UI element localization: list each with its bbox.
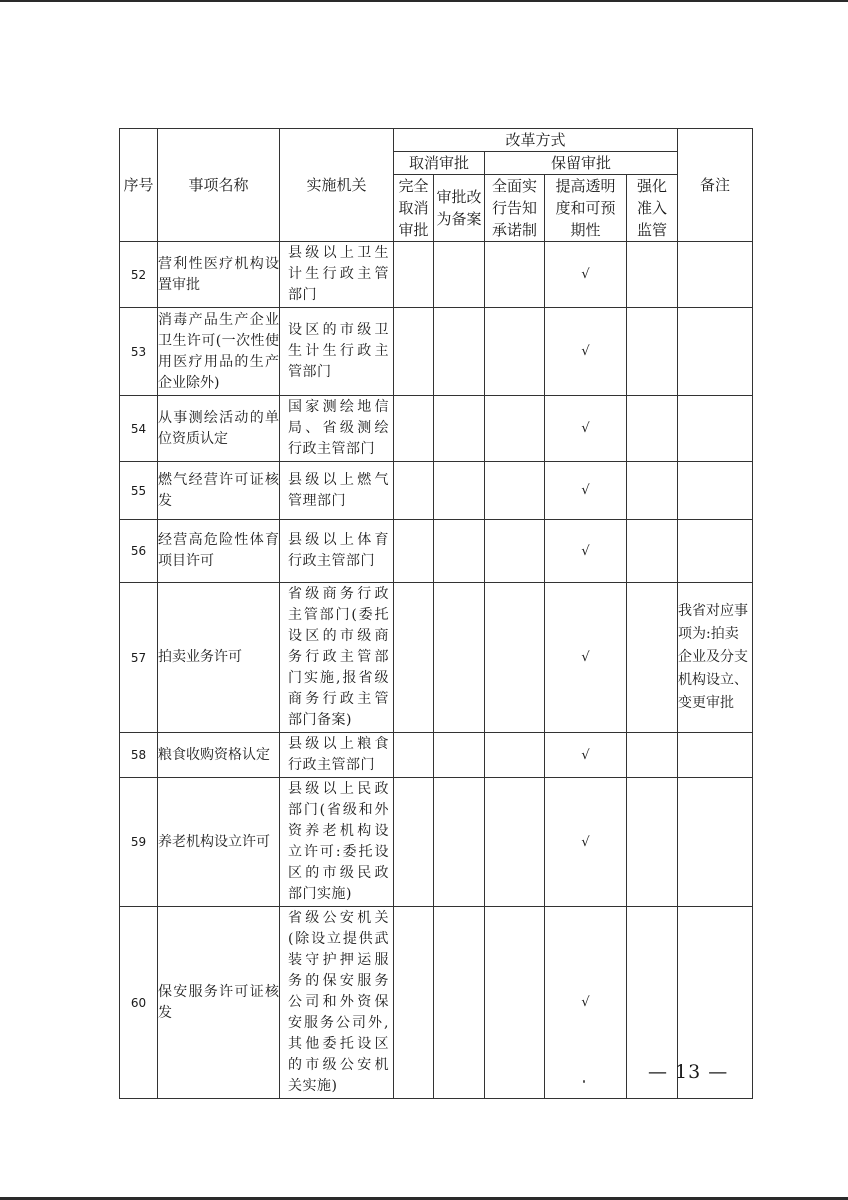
cell-commitment xyxy=(485,907,545,1099)
check-mark: √ xyxy=(545,520,627,583)
row-name: 燃气经营许可证核发 xyxy=(158,462,280,520)
cell-full-cancel xyxy=(394,396,434,462)
check-mark: √ xyxy=(545,733,627,778)
header-cancel-group: 取消审批 xyxy=(394,152,485,175)
header-note: 备注 xyxy=(678,129,753,242)
row-org: 设区的市级卫生计生行政主管部门 xyxy=(280,308,394,396)
table-row xyxy=(120,520,753,583)
cell-full-cancel xyxy=(394,733,434,778)
cell-commitment xyxy=(485,462,545,520)
row-seq: 59 xyxy=(120,778,158,907)
cell-full-cancel xyxy=(394,907,434,1099)
row-seq: 60 xyxy=(120,907,158,1099)
header-to-record: 审批改为备案 xyxy=(434,175,485,242)
cell-supervision xyxy=(627,396,678,462)
header-commitment: 全面实行告知承诺制 xyxy=(485,175,545,242)
table-row xyxy=(120,778,753,907)
page-top-edge xyxy=(0,0,848,2)
header-seq: 序号 xyxy=(120,129,158,242)
row-name: 拍卖业务许可 xyxy=(158,583,280,733)
cell-supervision xyxy=(627,778,678,907)
check-mark: √ xyxy=(545,583,627,733)
row-org: 县级以上粮食行政主管部门 xyxy=(280,733,394,778)
cell-commitment xyxy=(485,308,545,396)
row-seq: 53 xyxy=(120,308,158,396)
cell-to-record xyxy=(434,583,485,733)
row-org: 省级公安机关(除设立提供武装守护押运服务的保安服务公司和外资保安服务公司外,其他委托设区的市级公安机关实施) xyxy=(280,907,394,1099)
header-transparency: 提高透明度和可预期性 xyxy=(545,175,627,242)
check-mark: √ xyxy=(545,462,627,520)
header-supervision: 强化准入监管 xyxy=(627,175,678,242)
cell-full-cancel xyxy=(394,778,434,907)
cell-full-cancel xyxy=(394,308,434,396)
cell-commitment xyxy=(485,520,545,583)
header-org: 实施机关 xyxy=(280,129,394,242)
table-row xyxy=(120,242,753,308)
header-full-cancel: 完全取消审批 xyxy=(394,175,434,242)
cell-to-record xyxy=(434,308,485,396)
reform-items-table xyxy=(119,128,753,1099)
cell-supervision xyxy=(627,520,678,583)
table-row xyxy=(120,308,753,396)
cell-commitment xyxy=(485,242,545,308)
row-note xyxy=(678,396,753,462)
page-number: — 13 — xyxy=(648,1061,729,1083)
cell-to-record xyxy=(434,462,485,520)
cell-full-cancel xyxy=(394,462,434,520)
row-org: 国家测绘地信局、省级测绘行政主管部门 xyxy=(280,396,394,462)
cell-commitment xyxy=(485,583,545,733)
check-mark: √ xyxy=(545,396,627,462)
row-seq: 54 xyxy=(120,396,158,462)
row-seq: 56 xyxy=(120,520,158,583)
row-name: 养老机构设立许可 xyxy=(158,778,280,907)
cell-to-record xyxy=(434,907,485,1099)
cell-supervision xyxy=(627,242,678,308)
cell-supervision xyxy=(627,462,678,520)
cell-commitment xyxy=(485,778,545,907)
row-name: 营利性医疗机构设置审批 xyxy=(158,242,280,308)
row-seq: 55 xyxy=(120,462,158,520)
row-name: 从事测绘活动的单位资质认定 xyxy=(158,396,280,462)
cell-to-record xyxy=(434,242,485,308)
header-keep-group: 保留审批 xyxy=(485,152,678,175)
row-note xyxy=(678,308,753,396)
row-name: 经营高危险性体育项目许可 xyxy=(158,520,280,583)
check-mark: √ xyxy=(545,242,627,308)
row-org: 县级以上体育行政主管部门 xyxy=(280,520,394,583)
check-mark: √ xyxy=(545,778,627,907)
header-name: 事项名称 xyxy=(158,129,280,242)
row-org: 省级商务行政主管部门(委托设区的市级商务行政主管部门实施,报省级商务行政主管部门备案) xyxy=(280,583,394,733)
cell-supervision xyxy=(627,583,678,733)
table-row xyxy=(120,733,753,778)
cell-to-record xyxy=(434,520,485,583)
row-name: 保安服务许可证核发 xyxy=(158,907,280,1099)
check-mark: √ xyxy=(545,308,627,396)
cell-full-cancel xyxy=(394,583,434,733)
row-org: 县级以上燃气管理部门 xyxy=(280,462,394,520)
row-seq: 58 xyxy=(120,733,158,778)
cell-commitment xyxy=(485,396,545,462)
row-org: 县级以上民政部门(省级和外资养老机构设立许可:委托设区的市级民政部门实施) xyxy=(280,778,394,907)
cell-supervision xyxy=(627,733,678,778)
row-note xyxy=(678,242,753,308)
cell-full-cancel xyxy=(394,520,434,583)
cell-to-record xyxy=(434,733,485,778)
cell-commitment xyxy=(485,733,545,778)
cell-to-record xyxy=(434,396,485,462)
row-name: 粮食收购资格认定 xyxy=(158,733,280,778)
row-seq: 52 xyxy=(120,242,158,308)
row-note xyxy=(678,733,753,778)
table-row xyxy=(120,462,753,520)
check-mark: √ xyxy=(545,907,627,1099)
row-org: 县级以上卫生计生行政主管部门 xyxy=(280,242,394,308)
row-seq: 57 xyxy=(120,583,158,733)
row-note: 我省对应事项为:拍卖企业及分支机构设立、变更审批 xyxy=(678,583,753,733)
row-note xyxy=(678,462,753,520)
cell-to-record xyxy=(434,778,485,907)
header-reform: 改革方式 xyxy=(394,129,678,152)
row-note xyxy=(678,520,753,583)
cell-supervision xyxy=(627,308,678,396)
scan-speck xyxy=(583,1080,585,1083)
cell-full-cancel xyxy=(394,242,434,308)
row-note xyxy=(678,778,753,907)
row-name: 消毒产品生产企业卫生许可(一次性使用医疗用品的生产企业除外) xyxy=(158,308,280,396)
table-row xyxy=(120,396,753,462)
table-row xyxy=(120,583,753,733)
